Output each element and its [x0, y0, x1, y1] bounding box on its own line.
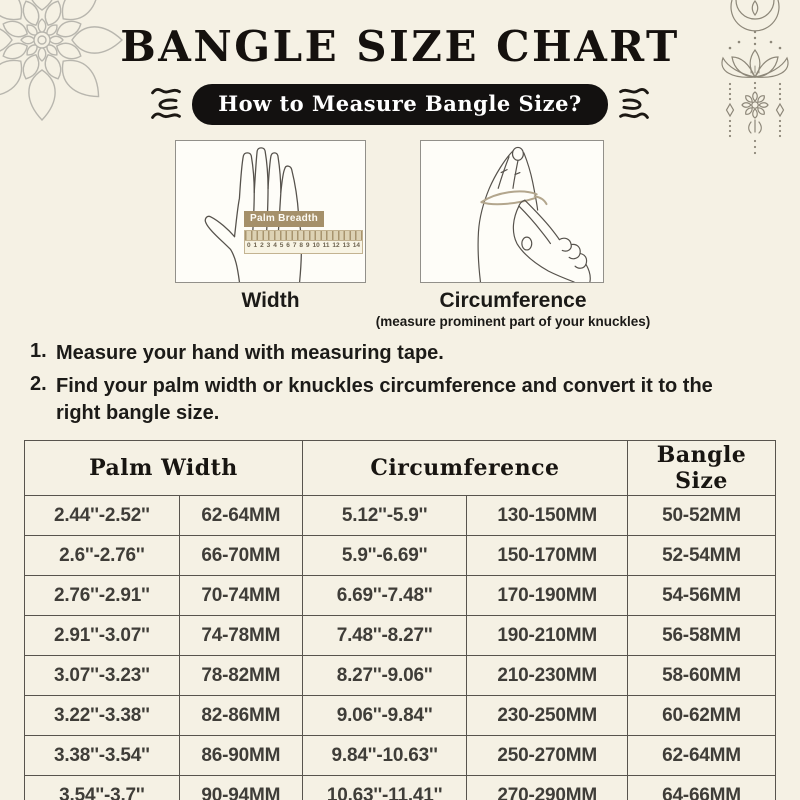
table-row — [25, 696, 776, 736]
instruction-list — [30, 340, 730, 433]
flourish-left-icon — [149, 85, 183, 123]
ruler-ticks — [245, 231, 362, 241]
palm-width-inches-cell: 2.6''-2.76'' — [25, 536, 180, 576]
circumference-inches-cell: 8.27''-9.06'' — [302, 656, 466, 696]
instruction-item — [30, 340, 730, 367]
table-row — [25, 536, 776, 576]
ruler-number: 6 — [286, 242, 290, 249]
circumference-inches-cell: 9.06''-9.84'' — [302, 696, 466, 736]
circumference-inches-cell: 5.9''-6.69'' — [302, 536, 466, 576]
palm-width-mm-cell: 78-82MM — [179, 656, 302, 696]
flourish-right-icon — [617, 85, 651, 123]
circumference-mm-cell: 270-290MM — [467, 776, 628, 800]
ruler-number: 2 — [260, 242, 264, 249]
circumference-mm-cell: 190-210MM — [467, 616, 628, 656]
circumference-diagram — [420, 140, 604, 283]
ruler-number: 0 — [247, 242, 251, 249]
ruler-number: 9 — [305, 242, 310, 249]
header-circumference: Circumference — [302, 441, 627, 496]
palm-width-inches-cell: 2.76''-2.91'' — [25, 576, 180, 616]
palm-width-mm-cell: 66-70MM — [179, 536, 302, 576]
circumference-caption — [368, 289, 658, 329]
circumference-caption-label: Circumference — [439, 289, 587, 312]
size-table-body — [25, 496, 776, 800]
palm-width-mm-cell: 74-78MM — [179, 616, 302, 656]
ruler-number: 12 — [332, 242, 340, 249]
measuring-tape-ruler — [244, 230, 363, 254]
palm-width-mm-cell: 62-64MM — [179, 496, 302, 536]
bangle-size-cell: 62-64MM — [628, 736, 776, 776]
table-header-row — [25, 441, 776, 496]
ruler-number: 11 — [322, 242, 330, 249]
table-row — [25, 496, 776, 536]
circumference-mm-cell: 130-150MM — [467, 496, 628, 536]
instruction-text: Measure your hand with measuring tape. — [56, 342, 444, 364]
table-row — [25, 616, 776, 656]
palm-width-inches-cell: 2.91''-3.07'' — [25, 616, 180, 656]
ruler-number: 8 — [299, 242, 303, 249]
instruction-number: 2. — [30, 373, 47, 395]
ruler-number: 1 — [253, 242, 258, 249]
palm-width-mm-cell: 82-86MM — [179, 696, 302, 736]
how-to-measure-banner: How to Measure Bangle Size? — [192, 84, 608, 125]
ruler-number: 13 — [342, 242, 350, 249]
palm-width-mm-cell: 70-74MM — [179, 576, 302, 616]
palm-width-inches-cell: 3.54''-3.7'' — [25, 776, 180, 800]
circumference-inches-cell: 6.69''-7.48'' — [302, 576, 466, 616]
ruler-number: 7 — [292, 242, 297, 249]
instruction-number: 1. — [30, 340, 47, 362]
palm-width-inches-cell: 3.38''-3.54'' — [25, 736, 180, 776]
bangle-size-cell: 56-58MM — [628, 616, 776, 656]
palm-breadth-tape-label: Palm Breadth — [244, 211, 324, 227]
ruler-number: 5 — [279, 242, 284, 249]
bangle-size-cell: 54-56MM — [628, 576, 776, 616]
page-title: BANGLE SIZE CHART — [120, 22, 680, 71]
bangle-size-cell: 50-52MM — [628, 496, 776, 536]
table-row — [25, 656, 776, 696]
circumference-mm-cell: 170-190MM — [467, 576, 628, 616]
ruler-number: 4 — [273, 242, 277, 249]
instruction-item — [30, 373, 730, 427]
circumference-caption-note: (measure prominent part of your knuckles) — [375, 314, 651, 329]
table-row — [25, 736, 776, 776]
circumference-mm-cell: 210-230MM — [467, 656, 628, 696]
bangle-size-cell: 58-60MM — [628, 656, 776, 696]
pinched-hand-illustration — [421, 141, 604, 282]
circumference-mm-cell: 150-170MM — [467, 536, 628, 576]
circumference-inches-cell: 9.84''-10.63'' — [302, 736, 466, 776]
banner-row — [0, 84, 800, 124]
palm-width-inches-cell: 3.07''-3.23'' — [25, 656, 180, 696]
ruler-number: 14 — [352, 242, 360, 249]
ruler-numbers — [245, 241, 362, 249]
bangle-size-cell: 60-62MM — [628, 696, 776, 736]
table-row — [25, 576, 776, 616]
palm-width-mm-cell: 86-90MM — [179, 736, 302, 776]
bangle-size-cell: 52-54MM — [628, 536, 776, 576]
width-caption — [175, 289, 366, 313]
instruction-text: Find your palm width or knuckles circumference and convert it to the right bangle size. — [56, 375, 713, 424]
width-caption-label: Width — [241, 289, 300, 312]
bangle-size-table — [24, 440, 776, 800]
header-bangle-size: Bangle Size — [628, 441, 776, 496]
circumference-mm-cell: 250-270MM — [467, 736, 628, 776]
ruler-number: 3 — [266, 242, 271, 249]
palm-width-diagram — [175, 140, 366, 283]
table-row — [25, 776, 776, 800]
circumference-inches-cell: 5.12''-5.9'' — [302, 496, 466, 536]
palm-width-inches-cell: 3.22''-3.38'' — [25, 696, 180, 736]
circumference-mm-cell: 230-250MM — [467, 696, 628, 736]
circumference-inches-cell: 10.63''-11.41'' — [302, 776, 466, 800]
palm-width-inches-cell: 2.44''-2.52'' — [25, 496, 180, 536]
bangle-size-cell: 64-66MM — [628, 776, 776, 800]
header-palm-width: Palm Width — [25, 441, 303, 496]
circumference-inches-cell: 7.48''-8.27'' — [302, 616, 466, 656]
ruler-number: 10 — [312, 242, 320, 249]
palm-width-mm-cell: 90-94MM — [179, 776, 302, 800]
